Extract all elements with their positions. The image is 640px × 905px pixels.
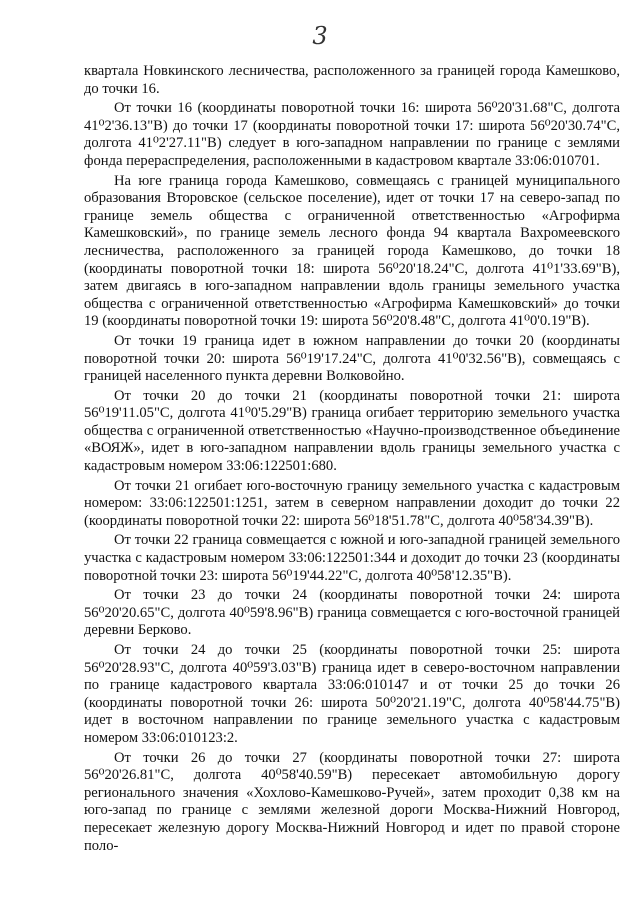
paragraph-point-24: От точки 24 до точки 25 (координаты поворотной точки 25: широта 56⁰20'28.93"С, долгота 40⁰59'3.03"В) граница идет в северо-восточном направлении по границе кадастрового квартала 33:06:010147 и от точки 25 до точки 26 (координаты поворотной точки 26: широта 50⁰20'21.19"С, долгота 40⁰58'44.75"В) идет в восточном направлении по границе земельного участка с кадастровым номером 33:06:010123:2.	[84, 642, 620, 746]
paragraph-point-22: От точки 22 граница совмещается с южной и юго-западной границей земельного участка с кадастровым номером 33:06:122501:344 и доходит до точки 23 (координаты поворотной точки 23: широта 56⁰19'44.22"С, долгота 40⁰58'12.35"В).	[84, 532, 620, 584]
page-number: 3	[312, 22, 328, 50]
paragraph-point-26: От точки 26 до точки 27 (координаты поворотной точки 27: широта 56⁰20'26.81"С, долгота 40⁰58'40.59"В) пересекает автомобильную дорогу регионального значения «Хохлово-Камешково-Ручей», затем проходит 0,38 км на юго-запад по границе с землями железной дороги Москва-Нижний Новгород, пересекает железную дорогу Москва-Нижний Новгород и идет по правой стороне поло-	[84, 749, 620, 854]
document-body	[84, 63, 620, 857]
paragraph-point-23: От точки 23 до точки 24 (координаты поворотной точки 24: широта 56⁰20'20.65"С, долгота 40⁰59'8.96"В) граница совмещается с юго-восточной границей деревни Берково.	[84, 587, 620, 639]
paragraph-point-21: От точки 21 огибает юго-восточную границу земельного участка с кадастровым номером: 33:06:122501:1251, затем в северном направлении доходит до точки 22 (координаты поворотной точки 22: широта 56⁰18'51.78"С, долгота 40⁰58'34.39"В).	[84, 477, 620, 529]
paragraph-point-19: От точки 19 граница идет в южном направлении до точки 20 (координаты поворотной точки 20: широта 56⁰19'17.24"С, долгота 41⁰0'32.56"В), совмещаясь с границей населенного пункта деревни Волковойно.	[84, 332, 620, 385]
paragraph-point-20: От точки 20 до точки 21 (координаты поворотной точки 21: широта 56⁰19'11.05"С, долгота 41⁰0'5.29"В) граница огибает территорию земельного участка общества с ограниченной ответственностью «Научно-производственное объединение «ВОЯЖ», идет в юго-западном направлении вдоль границы земельного участка с кадастровым номером 33:06:122501:680.	[84, 387, 620, 475]
paragraph-south-border: На юге граница города Камешково, совмещаясь с границей муниципального образования Второвское (сельское поселение), идет от точки 17 на северо-запад по границе земель общества с ограниченной ответственностью «Агрофирма Камешковский», по границе земель лесного фонда 94 квартала Вахромеевского лесничества, расположенного за границей города Камешково, до точки 18 (координаты поворотной точки 18: широта 56⁰20'18.24"С, долгота 41⁰1'33.69"В), затем двигаясь в юго-западном направлении вдоль границы земельного участка общества с ограниченной ответственностью «Агрофирма Камешковский» до точки 19 (координаты поворотной точки 19: широта 56⁰20'8.48"С, долгота 41⁰0'0.19"В).	[84, 172, 620, 330]
paragraph-point-16: От точки 16 (координаты поворотной точки 16: широта 56⁰20'31.68"С, долгота 41⁰2'36.13"В) до точки 17 (координаты поворотной точки 17: широта 56⁰20'30.74"С, долгота 41⁰2'27.11"В) следует в юго-западном направлении по границе с землями фонда перераспределения, расположенными в кадастровом квартале 33:06:010701.	[84, 100, 620, 169]
paragraph-continuation: квартала Новкинского лесничества, расположенного за границей города Камешково, до точки 16.	[84, 63, 620, 97]
